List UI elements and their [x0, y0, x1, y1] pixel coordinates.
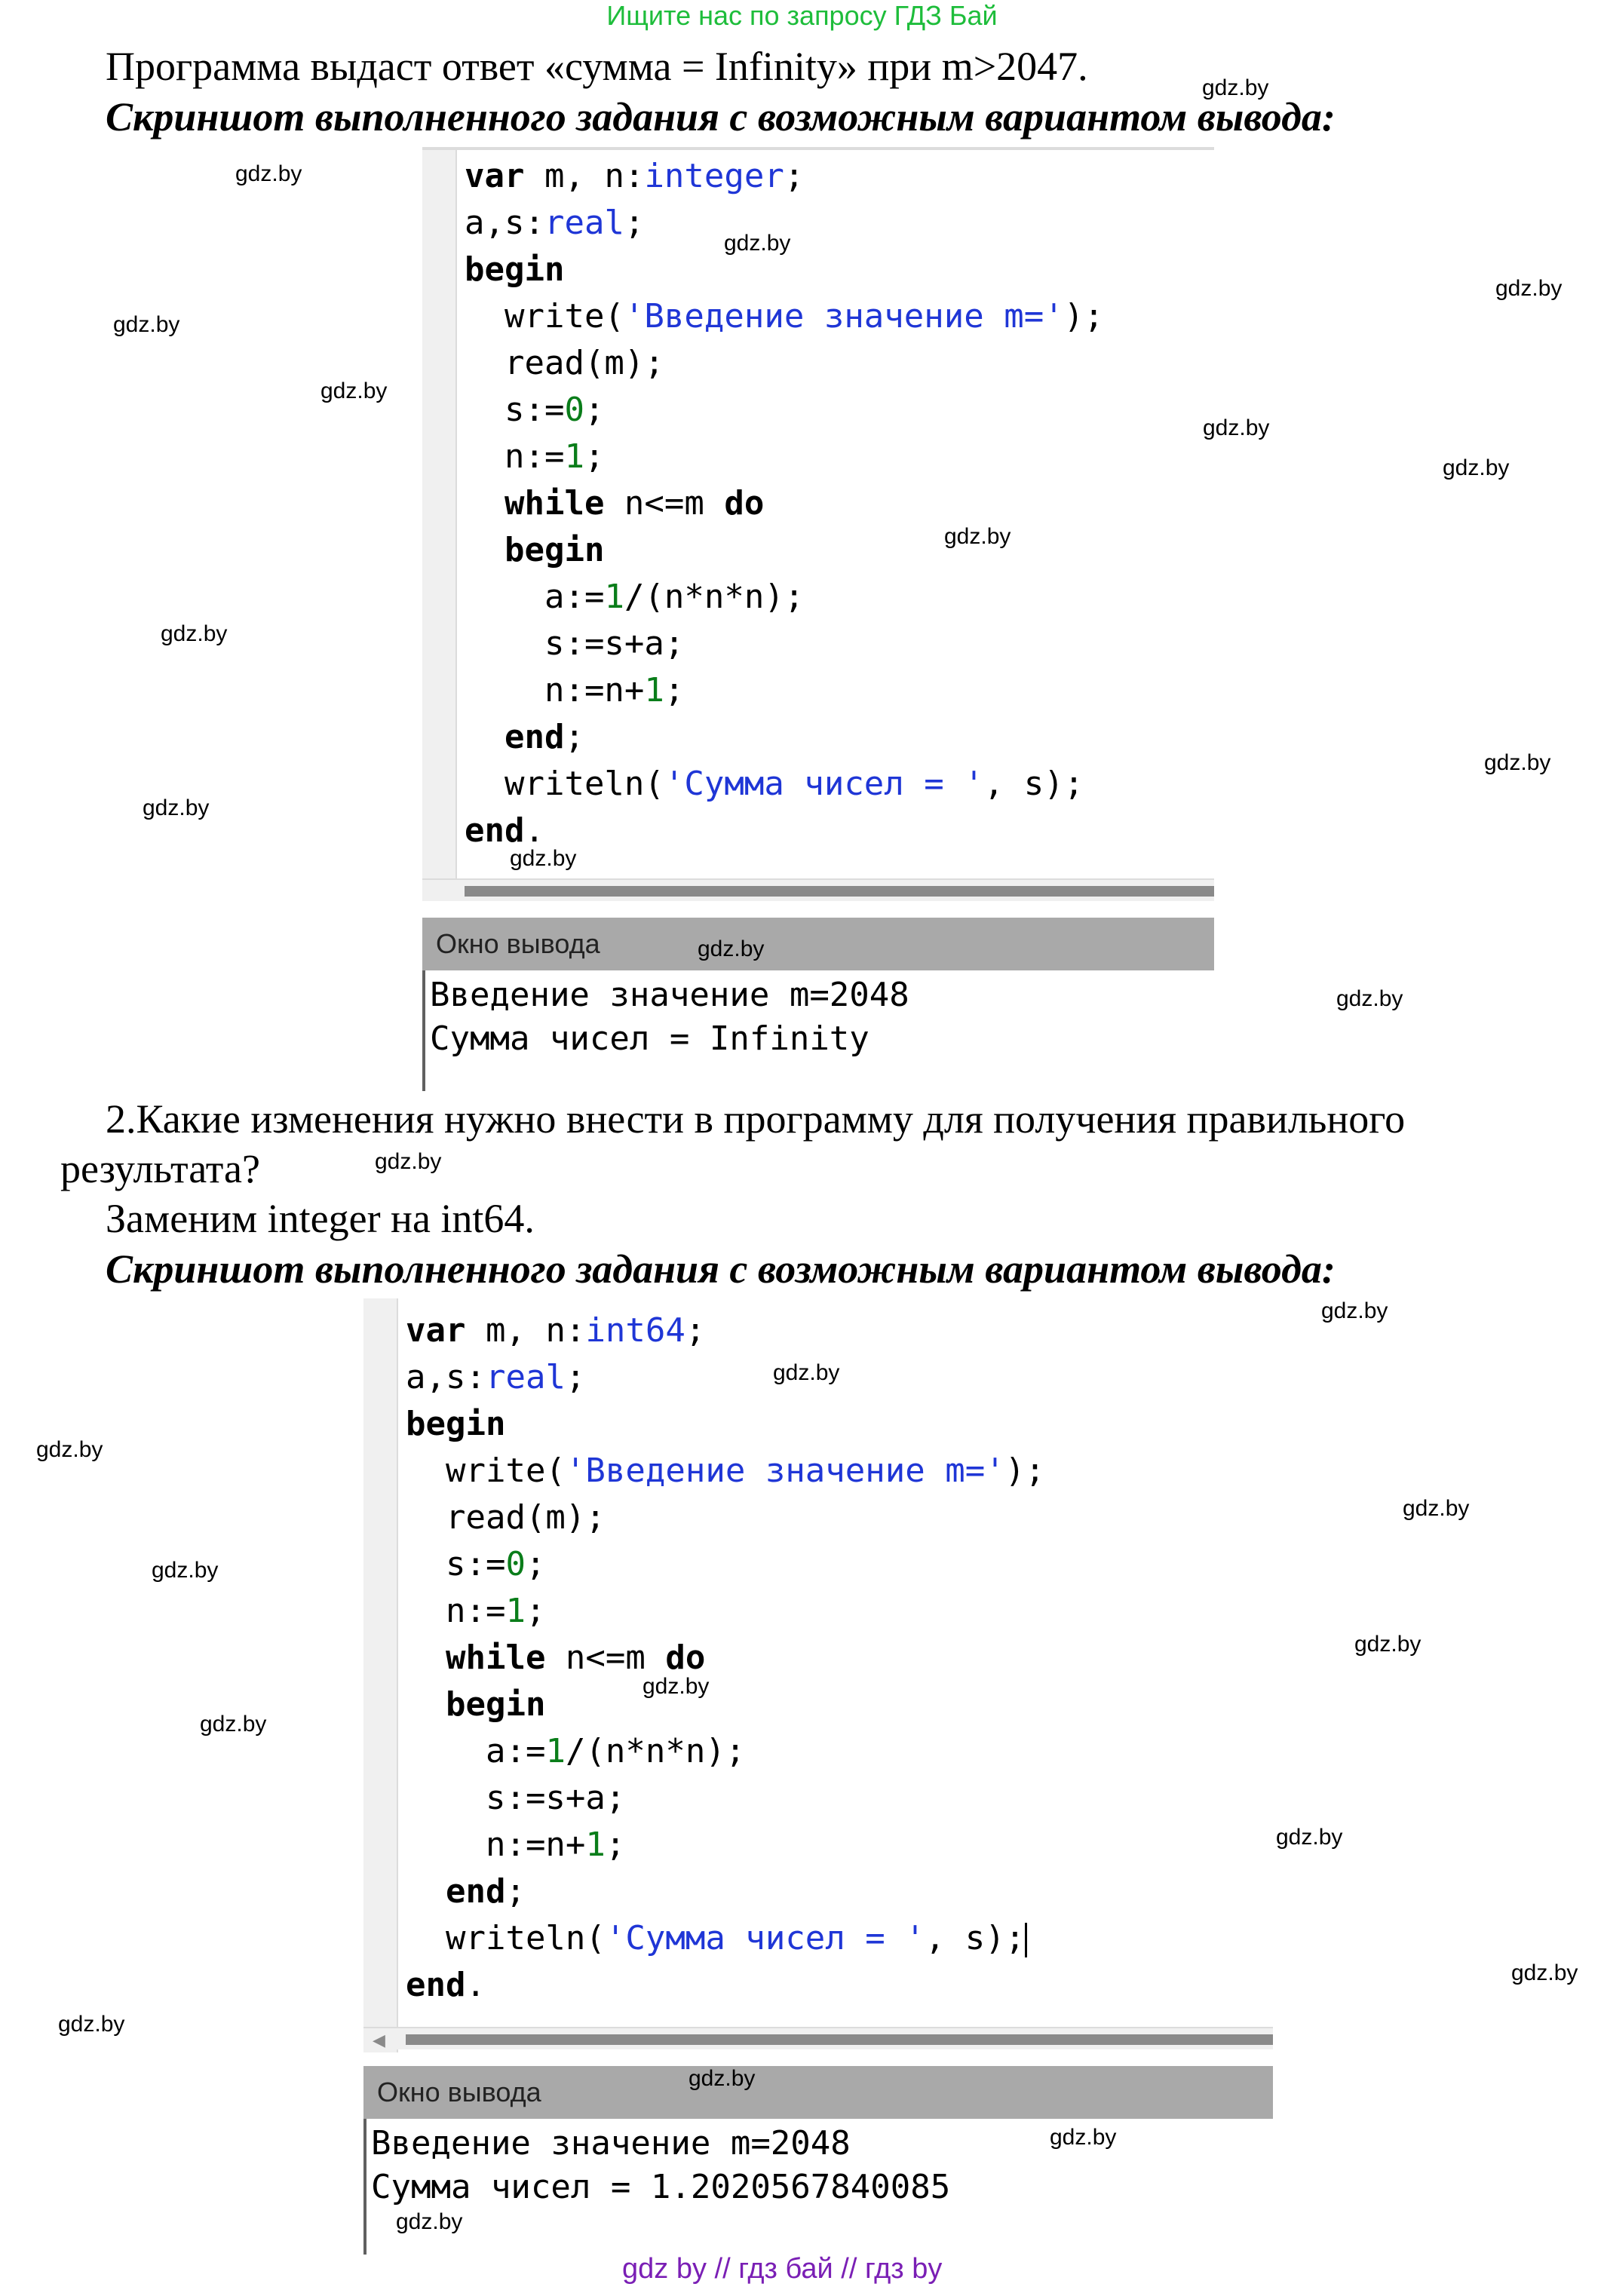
code-text: ;: [584, 391, 605, 429]
output-window-header-1: Окно вывода: [422, 918, 1214, 970]
watermark: gdz.by: [1354, 1632, 1422, 1657]
code-text: a:=: [465, 578, 605, 616]
code-text: a:=: [406, 1732, 546, 1770]
watermark: gdz.by: [152, 1558, 219, 1583]
code-text: ;: [664, 671, 685, 710]
watermark: gdz.by: [1403, 1496, 1470, 1521]
code-keyword: end: [504, 718, 565, 756]
code-keyword: begin: [504, 531, 605, 569]
code-text: ;: [784, 157, 805, 195]
code-number: 1: [644, 671, 664, 710]
screenshot-caption-1: Скриншот выполненного задания с возможным вариантом вывода:: [106, 94, 1336, 139]
code-keyword: var: [406, 1311, 466, 1350]
code-keyword: begin: [406, 1405, 506, 1443]
code-editor-2: [363, 1298, 1273, 2052]
code-keyword: while: [504, 484, 605, 523]
code-text: n<=m: [604, 484, 725, 523]
watermark: gdz.by: [724, 231, 791, 256]
question-2-line-1: 2.Какие изменения нужно внести в программу для получения правильного: [106, 1096, 1406, 1142]
question-2-line-2: результата?: [60, 1146, 260, 1191]
code-text: n:=: [406, 1592, 506, 1630]
code-type: integer: [644, 157, 784, 195]
code-text: ;: [525, 1592, 546, 1630]
watermark: gdz.by: [1336, 986, 1403, 1011]
code-number: 0: [505, 1545, 526, 1583]
watermark: gdz.by: [773, 1360, 840, 1385]
code-type: real: [544, 204, 624, 242]
code-keyword: begin: [445, 1685, 546, 1724]
code-text: n:=n+: [465, 671, 645, 710]
editor-top-border: [422, 147, 1214, 150]
text-cursor: [1025, 1923, 1027, 1957]
watermark: gdz.by: [1484, 750, 1551, 775]
horizontal-scrollbar[interactable]: [363, 2027, 1273, 2049]
code-text: write(: [406, 1451, 566, 1490]
code-text: s:=s+a;: [465, 624, 685, 663]
watermark: gdz.by: [698, 936, 765, 961]
code-text: write(: [465, 297, 624, 336]
code-keyword: end: [465, 811, 525, 850]
watermark: gdz.by: [375, 1149, 442, 1174]
code-text: );: [1063, 297, 1104, 336]
code-text: s:=s+a;: [406, 1779, 626, 1817]
scrollbar-thumb[interactable]: [406, 2034, 1273, 2045]
code-text: ;: [685, 1311, 706, 1350]
code-text: ;: [584, 437, 605, 476]
code-number: 1: [604, 578, 624, 616]
watermark: gdz.by: [1495, 276, 1563, 301]
code-text: a,s:: [406, 1358, 486, 1396]
code-text: ;: [564, 718, 584, 756]
code-text: /(n*n*n);: [624, 578, 805, 616]
code-text: m, n:: [465, 1311, 586, 1350]
code-text: s:=: [406, 1545, 506, 1583]
code-number: 1: [505, 1592, 526, 1630]
footer-links[interactable]: gdz by // гдз бай // гдз by: [622, 2253, 943, 2285]
code-text: m, n:: [524, 157, 645, 195]
watermark: gdz.by: [689, 2066, 756, 2091]
code-block-1: [465, 153, 1104, 854]
code-text: .: [524, 811, 544, 850]
watermark: gdz.by: [643, 1674, 710, 1699]
horizontal-scrollbar[interactable]: [422, 878, 1214, 901]
code-string: 'Введение значение m=': [624, 297, 1064, 336]
code-text: /(n*n*n);: [565, 1732, 746, 1770]
code-text: read(m);: [406, 1498, 606, 1537]
watermark: gdz.by: [1203, 415, 1270, 440]
watermark: gdz.by: [143, 795, 210, 820]
watermark: gdz.by: [1202, 75, 1269, 100]
code-block-2: [406, 1307, 1045, 2009]
code-number: 0: [564, 391, 584, 429]
code-text: ;: [525, 1545, 546, 1583]
code-keyword: end: [445, 1872, 506, 1911]
code-text: n:=n+: [406, 1825, 586, 1864]
watermark: gdz.by: [235, 161, 302, 186]
code-number: 1: [585, 1825, 606, 1864]
watermark: gdz.by: [161, 621, 228, 646]
scroll-left-arrow-icon[interactable]: ◀: [373, 2031, 385, 2050]
code-type: real: [485, 1358, 566, 1396]
editor-gutter: [363, 1298, 398, 2052]
code-text: );: [1004, 1451, 1045, 1490]
code-text: ;: [505, 1872, 526, 1911]
output-line: Сумма чисел = 1.2020567840085: [371, 2168, 951, 2206]
watermark: gdz.by: [36, 1437, 103, 1462]
code-text: s:=: [465, 391, 565, 429]
code-string: 'Сумма чисел = ': [605, 1919, 925, 1957]
code-text: ;: [624, 204, 645, 242]
scrollbar-thumb[interactable]: [465, 886, 1214, 897]
watermark: gdz.by: [396, 2209, 463, 2234]
search-banner[interactable]: Ищите нас по запросу ГДЗ Бай: [606, 0, 998, 31]
output-window-header-2: Окно вывода: [363, 2066, 1273, 2119]
code-keyword: var: [465, 157, 525, 195]
code-text: read(m);: [465, 344, 664, 382]
editor-gutter: [422, 147, 457, 901]
code-string: 'Сумма чисел = ': [664, 765, 984, 803]
watermark: gdz.by: [1321, 1298, 1388, 1323]
watermark: gdz.by: [320, 379, 388, 403]
code-text: a,s:: [465, 204, 544, 242]
code-type: int64: [585, 1311, 685, 1350]
code-text: writeln(: [465, 765, 664, 803]
output-window-1: [422, 970, 1214, 1091]
code-string: 'Введение значение m=': [565, 1451, 1005, 1490]
watermark: gdz.by: [944, 524, 1011, 549]
code-text: ;: [605, 1825, 626, 1864]
answer-paragraph-1: Программа выдаст ответ «сумма = Infinity» при m>2047.: [106, 44, 1088, 89]
screenshot-caption-2: Скриншот выполненного задания с возможным вариантом вывода:: [106, 1246, 1336, 1292]
code-keyword: do: [665, 1638, 706, 1677]
code-text: .: [465, 1966, 486, 2004]
watermark: gdz.by: [1443, 455, 1510, 480]
watermark: gdz.by: [1511, 1960, 1578, 1985]
watermark: gdz.by: [113, 312, 180, 337]
code-text: , s);: [925, 1919, 1026, 1957]
watermark: gdz.by: [510, 846, 577, 871]
code-number: 1: [564, 437, 584, 476]
output-line: Введение значение m=2048: [430, 976, 909, 1014]
watermark: gdz.by: [1276, 1825, 1343, 1850]
watermark: gdz.by: [200, 1712, 267, 1737]
code-text: writeln(: [406, 1919, 606, 1957]
code-keyword: begin: [465, 250, 565, 289]
output-line: Сумма чисел = Infinity: [430, 1019, 869, 1058]
code-number: 1: [545, 1732, 566, 1770]
code-editor-1: [422, 147, 1214, 901]
code-text: ;: [565, 1358, 586, 1396]
code-text: n<=m: [545, 1638, 666, 1677]
code-keyword: end: [406, 1966, 466, 2004]
code-keyword: do: [724, 484, 765, 523]
answer-paragraph-2: Заменим integer на int64.: [106, 1196, 535, 1241]
output-line: Введение значение m=2048: [371, 2124, 851, 2163]
code-text: , s);: [983, 765, 1084, 803]
output-window-2: [363, 2119, 1273, 2255]
watermark: gdz.by: [1050, 2125, 1117, 2150]
code-keyword: while: [445, 1638, 546, 1677]
watermark: gdz.by: [58, 2012, 125, 2037]
code-text: n:=: [465, 437, 565, 476]
